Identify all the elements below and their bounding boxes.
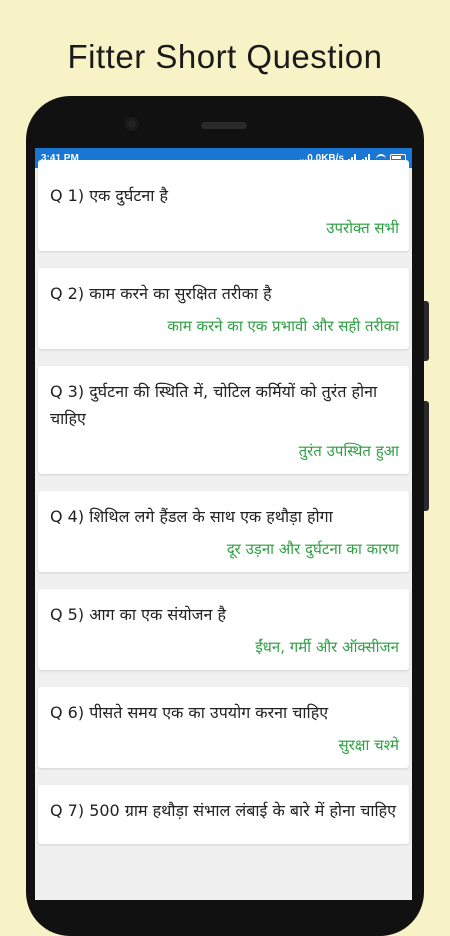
- question-text: Q 2) काम करने का सुरक्षित तरीका है: [50, 284, 272, 303]
- answer-text: उपरोक्त सभी: [326, 219, 399, 237]
- speaker-grille: [201, 122, 247, 129]
- question-card-3[interactable]: [38, 366, 409, 474]
- question-card-1[interactable]: [38, 160, 409, 251]
- promo-title: Fitter Short Question: [67, 38, 383, 75]
- question-text: Q 4) शिथिल लगे हैंडल के साथ एक हथौड़ा होगा: [50, 507, 333, 526]
- wifi-icon: [376, 154, 386, 162]
- battery-icon: [390, 154, 406, 163]
- question-text: Q 3) दुर्घटना की स्थिति में, चोटिल कर्मियों को तुरंत होना चाहिए: [50, 382, 378, 428]
- question-card-6[interactable]: [38, 687, 409, 768]
- status-icons: [299, 153, 406, 164]
- question-card-5[interactable]: [38, 589, 409, 670]
- question-card-4[interactable]: [38, 491, 409, 572]
- power-button: [424, 301, 429, 361]
- phone-screen: [35, 148, 412, 900]
- question-text: Q 6) पीसते समय एक का उपयोग करना चाहिए: [50, 703, 329, 722]
- camera-icon: [125, 117, 139, 131]
- question-card-2[interactable]: [38, 268, 409, 349]
- answer-text: काम करने का एक प्रभावी और सही तरीका: [167, 317, 399, 335]
- question-text: Q 7) 500 ग्राम हथौड़ा संभाल लंबाई के बारे में होना चाहिए: [50, 801, 396, 820]
- status-time: 3:41 PM: [41, 152, 79, 164]
- question-text: Q 1) एक दुर्घटना है: [50, 186, 169, 205]
- network-speed: ...0.0KB/s: [298, 152, 344, 164]
- signal-icon: [348, 154, 358, 162]
- question-card-7[interactable]: [38, 785, 409, 844]
- answer-text: सुरक्षा चश्मे: [338, 736, 399, 754]
- question-list[interactable]: [35, 160, 412, 844]
- signal-icon-2: [362, 154, 372, 162]
- answer-text: दूर उड़ना और दुर्घटना का कारण: [226, 540, 399, 558]
- answer-text: ईंधन, गर्मी और ऑक्सीजन: [255, 638, 399, 656]
- volume-button: [424, 401, 429, 511]
- answer-text: तुरंत उपस्थित हुआ: [298, 442, 399, 460]
- question-text: Q 5) आग का एक संयोजन है: [50, 605, 226, 624]
